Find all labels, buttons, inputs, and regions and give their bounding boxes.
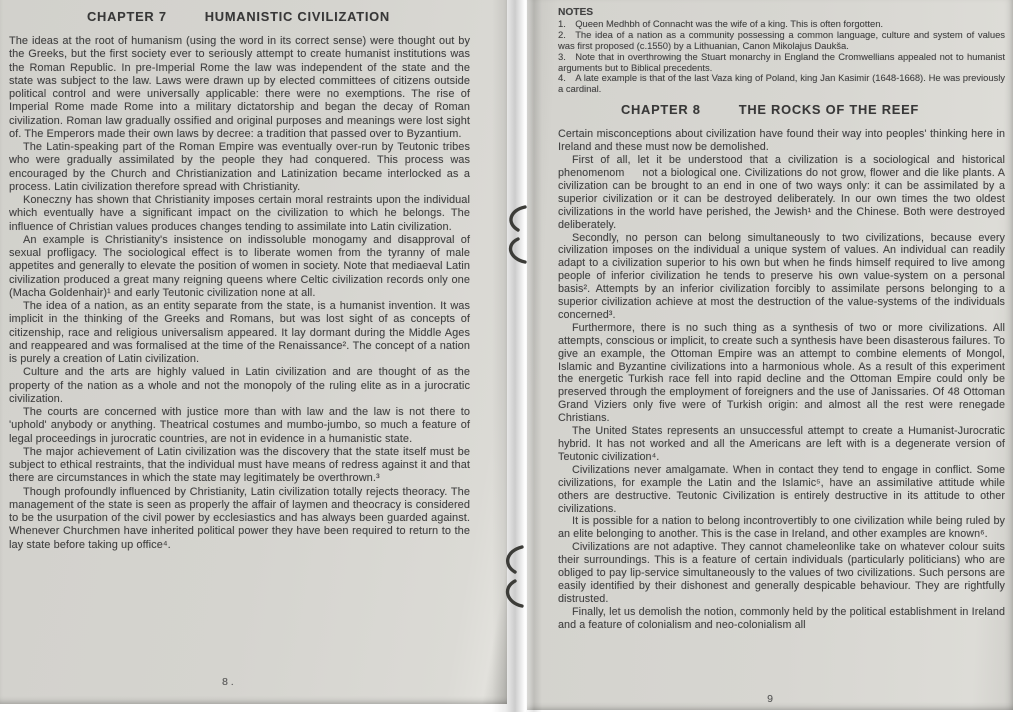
chapter-8-heading [527,102,1013,117]
paragraph: The ideas at the root of humanism (using the word in its correct sense) were thought out by the Greeks, but the first society ever to seriously attempt to create humanist institutions was the Roman Republic. In pre-Imperial Rome the law was independent of the state and the state was subject to the law. Laws were drawn up by elected committees of citizens outside political control and were universally applicable: there were no exemptions. The rise of Imperial Rome made Rome into a military dictatorship and began the decay of Roman civilization. Roman law gradually ossified and original purposes and meanings were lost sight of. The Emperors made their own laws by decree: a tradition that passed over to Byzantium. [9,35,470,140]
paragraph: Civilizations never amalgamate. When in contact they tend to engage in conflict. Some civilizations, for example the Latin and the Islamic⁵, have an assimilative attitude while others are destructive. Teutonic Civilization is entirely destructive in its attitude to other civilizations. [558,463,1005,515]
paragraph: Koneczny has shown that Christianity imposes certain moral restraints upon the individual which eventually have a significant impact on the civilization to which he belongs. The influence of Christian values produces changes tending to assimilate into Latin civilization. [9,194,470,233]
page-left [0,0,507,704]
paragraph: Certain misconceptions about civilization have found their way into peoples' thinking here in Ireland and these must now be demolished. [558,128,1005,154]
paragraph: The United States represents an unsuccessful attempt to create a Humanist-Jurocratic hybrid. It has not worked and all the Americans are left with is a degenerate version of Teutonic civilization⁴. [558,425,1005,463]
chapter-7-heading [0,9,477,24]
paragraph: The Latin-speaking part of the Roman Empire was eventually over-run by Teutonic tribes who were gradually assimilated by the people they had conquered. This process was encouraged by the Church and Christianization and Latinization became interlocked as a process. Latin civilization therefore spread with Christianity. [9,141,470,193]
left-page-body [9,35,470,552]
paragraph: Secondly, no person can belong simultaneously to two civilizations, because every civilization imposes on the individual a unique system of values. An individual can readily adapt to a civilization superior to his own but when he finds himself required to live among people of inferior civilization he tends to preserve his own value-system on a personal basis². Attempts by an inferior civilization forcibly to assimilate persons belonging to a superior civilization achieve at most the destruction of the value-systems of the individuals concerned³. [558,231,1005,321]
chapter-label: CHAPTER 8 [620,102,701,118]
chapter-title: THE ROCKS OF THE REEF [738,102,920,118]
note-item: 4. A late example is that of the last Vaza king of Poland, king Jan Kasimir (1648-1668). He was previously a cardinal. [558,72,1005,95]
paragraph: The courts are concerned with justice more than with law and the law is not there to 'uphold' anybody or anything. Theatrical costumes and mumbo-jumbo, so much a feature of legal proceedings in jurocratic countries, are not in evidence in a humanistic state. [9,406,470,445]
chapter-label: CHAPTER 7 [87,9,167,24]
paragraph: Civilizations are not adaptive. They cannot chameleonlike take on whatever colour suits their surroundings. This is a feature of certain individuals (particularly politicians) who are obliged to pay lip-service simultaneously to the values of two civilizations. Such persons are easily identified by their dishonest and generally despicable behaviour. They are rightfully distrusted. [558,541,1005,605]
chapter-title: HUMANISTIC CIVILIZATION [204,9,390,24]
paragraph: The idea of a nation, as an entity separate from the state, is a humanist invention. It was implicit in the thinking of the Greeks and Romans, but was lost sight of as concepts of citizenship, race and religious universalism appeared. It lay dormant during the Middle Ages and reappeared and was formalised at the time of the Renaissance². The concept of a nation is purely a creation of Latin civilization. [9,300,470,365]
note-item: 3. Note that in overthrowing the Stuart monarchy in England the Cromwellians appealed not to humanist arguments but to Biblical precedents. [558,50,1005,73]
paragraph: Though profoundly influenced by Christianity, Latin civilization totally rejects theoracy. The management of the state is seen as properly the affair of laymen and theocracy is considered to be the usurpation of the civil power by ecclesiastics and has always been guarded against. Whenever Churchmen have inherited political power they have been required to return to the lay state before taking up office⁴. [9,485,470,551]
paragraph: An example is Christianity's insistence on indissoluble monogamy and disapproval of sexual profligacy. The sociological effect is to liberate women from the tyranny of male appetites and generally to elevate the position of women in society. Note that mediaeval Latin civilization produced a great many reigning queens where Celtic civilization records only one (Macha Goldenhair)¹ and early Teutonic civilization none at all. [9,233,470,299]
notes-section [558,8,1005,95]
notes-heading: NOTES [558,7,594,18]
page-number-left: 8 . [222,676,234,688]
note-item: 2. The idea of a nation as a community possessing a common language, culture and system of values was first proposed (c.1550) by a Lithuanian, Canon Mikolajus Daukša. [558,28,1005,51]
note-item: 1. Queen Medhbh of Connacht was the wife of a king. This is often forgotten. [558,17,884,29]
page-number-right: 9 [767,693,773,705]
paragraph: First of all, let it be understood that a civilization is a sociological and historical phenomenom not a biological one. Civilizations do not grow, flower and die like plants. A civilization can be brought to an end in one of two ways only: it can be assimilated by a superior civilization or it can be destroyed deliberately. In our own times the two oldest civilizations in the world have perished, the Jewish¹ and the Chinese. Both were destroyed deliberately. [558,154,1005,231]
paragraph: Furthermore, there is no such thing as a synthesis of two or more civilizations. All attempts, conscious or implicit, to create such a synthesis have been disasterous failures. To give an example, the Ottoman Empire was an attempt to combine elements of Mongol, Islamic and Byzantine civilizations into a harmonious whole. As a result of this experiment the energetic Turkish race fell into rapid decline and the Ottoman Empire could only be preserved through the employment of foreigners and the use of Janissaries. Of 48 Ottoman Grand Viziers only five were of Turkish origin: and almost all the rest were renegade Christians. [558,321,1005,425]
paragraph: Culture and the arts are highly valued in Latin civilization and are thought of as the property of the nation as a whole and not the monopoly of the ruling elite as in a jurocratic civilization. [9,366,470,405]
paragraph: Finally, let us demolish the notion, commonly held by the political establishment in Ireland and a feature of colonialism and neo-colonialism all [558,605,1005,631]
paragraph: The major achievement of Latin civilization was the discovery that the state itself must be subject to ethical restraints, that the individual must have means of redress against it and that there are circumstances in which the state may legitimately be overthrown.³ [9,445,470,485]
page-right [527,0,1013,710]
paragraph: It is possible for a nation to belong incontrovertibly to one civilization while being ruled by an elite belonging to another. This is the case in Ireland, and other examples are known⁶. [558,515,1005,541]
right-page-body [558,128,1005,631]
